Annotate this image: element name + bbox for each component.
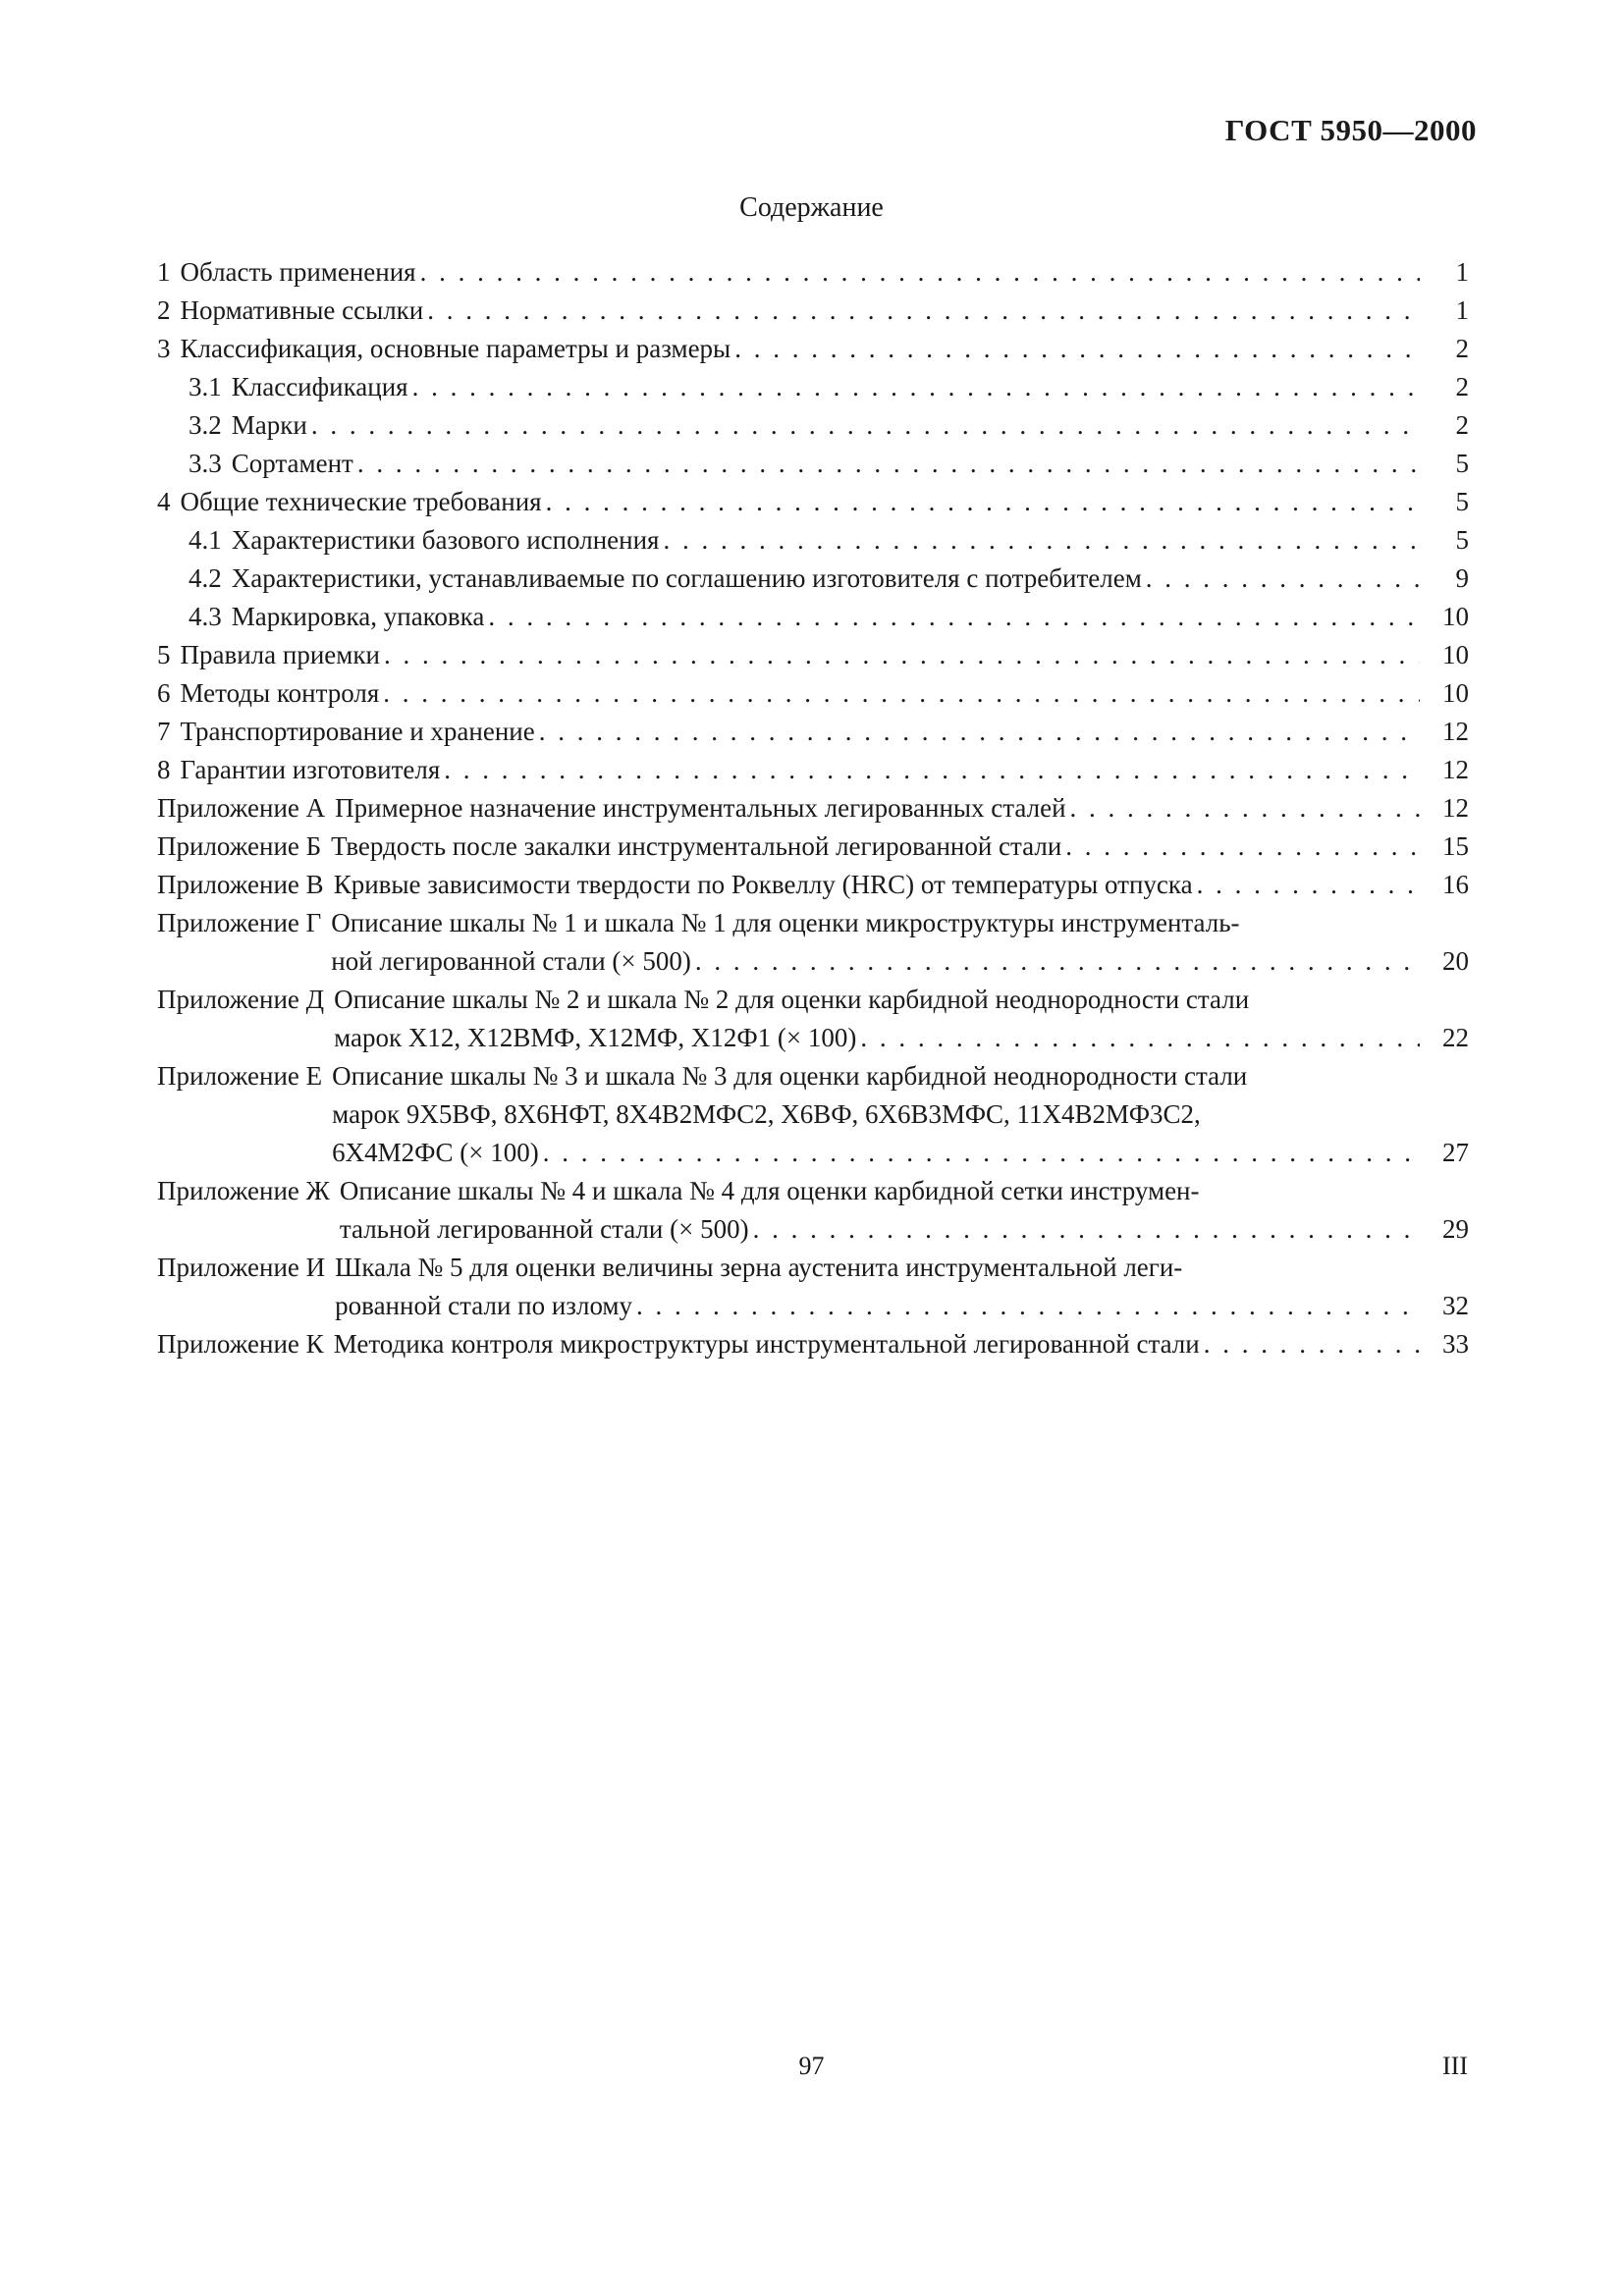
dot-leader [659,521,1420,560]
toc-entry-title-line: Описание шкалы № 2 и шкала № 2 для оценки карбидной неоднородности стали [334,985,1250,1014]
toc-entry-number: 3.3 [189,449,222,478]
toc-entry [157,253,1469,292]
toc-entry-page: 32 [1442,1291,1469,1320]
dot-leader [539,1134,1420,1172]
toc-entry [157,521,1469,560]
dot-leader [380,636,1420,674]
dot-leader [632,1287,1420,1325]
toc-entry-number: Приложение Д [157,985,325,1014]
toc-entry-page: 1 [1455,295,1469,325]
document-code: ГОСТ 5950—2000 [1224,113,1477,147]
toc-entry-number: Приложение Б [157,831,322,861]
toc-entry-title: Кривые зависимости твердости по Роквеллу (HRC) от температуры отпуска [333,870,1193,899]
dot-leader [1061,828,1420,866]
toc-entry-number: 1 [157,257,171,287]
dot-leader [1200,1325,1420,1363]
toc-entry-number: 8 [157,755,171,784]
toc-entry-title: Общие технические требования [180,487,542,516]
toc-entry-title: Методика контроля микроструктуры инструментальной легированной стали [333,1329,1200,1359]
toc-entry [157,1249,1469,1325]
toc-entry-page: 2 [1455,410,1469,440]
toc-entry-number: 3.1 [189,372,222,401]
roman-page-numeral: III [1442,2052,1468,2080]
toc-entry-number: 3 [157,334,171,363]
toc-entry-number: Приложение Е [157,1061,323,1091]
toc-entry-title: Область применения [180,257,416,287]
toc-entry-title-line: Описание шкалы № 4 и шкала № 4 для оценки карбидной сетки инструмен- [339,1176,1200,1205]
toc-entry-title: Маркировка, упаковка [231,602,485,631]
toc-entry [157,330,1469,368]
toc-entry-page: 2 [1455,334,1469,363]
toc-entry-page: 29 [1442,1214,1469,1244]
toc-entry [157,981,1469,1057]
toc-entry-title: Гарантии изготовителя [180,755,441,784]
dot-leader [423,292,1420,330]
dot-leader [307,406,1420,445]
toc-entry-number: Приложение Ж [157,1176,330,1205]
dot-leader [1193,866,1420,904]
dot-leader [416,253,1420,292]
toc-entry-title-line: Описание шкалы № 3 и шкала № 3 для оценки карбидной неоднородности стали [332,1061,1248,1091]
dot-leader [379,674,1420,713]
toc-entry-title: Нормативные ссылки [180,295,424,325]
toc-entry-number: 3.2 [189,410,222,440]
toc-entry-page: 12 [1442,717,1469,746]
toc-entry-title: Примерное назначение инструментальных легированных сталей [335,793,1066,823]
toc-entry-page: 22 [1442,1023,1469,1052]
toc-entry-title: Правила приемки [180,640,380,669]
toc-entry-title: 6Х4М2ФС (× 100) [332,1138,539,1167]
toc-entry [157,406,1469,445]
toc-entry-page: 10 [1442,640,1469,669]
toc-entry-number: 7 [157,717,171,746]
toc-entry-number: 2 [157,295,171,325]
toc-entry-number: 4 [157,487,171,516]
dot-leader [730,330,1420,368]
dot-leader [691,942,1420,981]
toc-entry-number: 4.3 [189,602,222,631]
toc-entry [157,1325,1469,1363]
toc-entry-number: Приложение И [157,1253,326,1282]
table-of-contents [157,253,1469,1363]
toc-entry-number: 4.2 [189,563,222,593]
toc-entry-title: марок Х12, Х12ВМФ, Х12МФ, Х12Ф1 (× 100) [334,1023,857,1052]
toc-entry-number: 4.1 [189,525,222,555]
toc-entry-number: Приложение Г [157,908,322,937]
toc-title: Содержание [739,192,884,223]
toc-entry-title: Марки [231,410,307,440]
dot-leader [1142,560,1420,598]
toc-entry-title: Классификация, основные параметры и размеры [180,334,731,363]
toc-entry-page: 12 [1442,793,1469,823]
page-number: 97 [798,2052,825,2080]
toc-entry-title: Методы контроля [180,678,380,708]
toc-entry-title: Транспортирование и хранение [180,717,535,746]
toc-entry-page: 5 [1455,487,1469,516]
toc-entry-page: 20 [1442,946,1469,976]
toc-entry-title: Характеристики базового исполнения [231,525,660,555]
toc-entry [157,636,1469,674]
toc-entry [157,483,1469,521]
toc-entry [157,751,1469,789]
toc-entry-page: 9 [1455,563,1469,593]
toc-entry-title: Твердость после закалки инструментальной легированной стали [331,831,1062,861]
dot-leader [535,713,1420,751]
toc-entry-title-line: Шкала № 5 для оценки величины зерна аустенита инструментальной леги- [335,1253,1183,1282]
toc-entry-title: рованной стали по излому [335,1291,633,1320]
toc-entry [157,866,1469,904]
toc-entry [157,828,1469,866]
toc-entry-number: Приложение В [157,870,324,899]
dot-leader [484,598,1420,636]
dot-leader [408,368,1420,406]
toc-entry-page: 33 [1442,1329,1469,1359]
toc-entry-page: 5 [1455,449,1469,478]
toc-entry-title: тальной легированной стали (× 500) [339,1214,749,1244]
toc-entry [157,789,1469,828]
toc-entry-page: 1 [1455,257,1469,287]
toc-entry-page: 27 [1442,1138,1469,1167]
toc-entry [157,292,1469,330]
toc-entry [157,1172,1469,1249]
dot-leader [1066,789,1420,828]
toc-entry [157,713,1469,751]
toc-entry [157,904,1469,981]
toc-entry-page: 10 [1442,602,1469,631]
toc-entry-page: 15 [1442,831,1469,861]
toc-entry [157,598,1469,636]
toc-entry [157,445,1469,483]
toc-entry-title-line: Описание шкалы № 1 и шкала № 1 для оценки микроструктуры инструменталь- [331,908,1240,937]
toc-entry-title: Классификация [231,372,408,401]
toc-entry [157,674,1469,713]
toc-entry-page: 5 [1455,525,1469,555]
dot-leader [353,445,1420,483]
toc-entry-title: ной легированной стали (× 500) [331,946,691,976]
dot-leader [749,1210,1420,1249]
dot-leader [440,751,1420,789]
toc-entry [157,560,1469,598]
dot-leader [542,483,1420,521]
toc-entry-page: 16 [1442,870,1469,899]
toc-entry-number: Приложение К [157,1329,324,1359]
toc-entry [157,1057,1469,1172]
toc-entry-title: Характеристики, устанавливаемые по соглашению изготовителя с потребителем [231,563,1142,593]
toc-entry-number: Приложение А [157,793,326,823]
toc-entry-title-line: марок 9Х5ВФ, 8Х6НФТ, 8Х4В2МФС2, Х6ВФ, 6Х6В3МФС, 11Х4В2МФ3С2, [332,1099,1201,1129]
toc-entry-number: 6 [157,678,171,708]
toc-entry-page: 2 [1455,372,1469,401]
toc-entry-title: Сортамент [231,449,353,478]
toc-entry [157,368,1469,406]
toc-entry-page: 10 [1442,678,1469,708]
dot-leader [856,1019,1420,1057]
toc-entry-page: 12 [1442,755,1469,784]
toc-entry-number: 5 [157,640,171,669]
